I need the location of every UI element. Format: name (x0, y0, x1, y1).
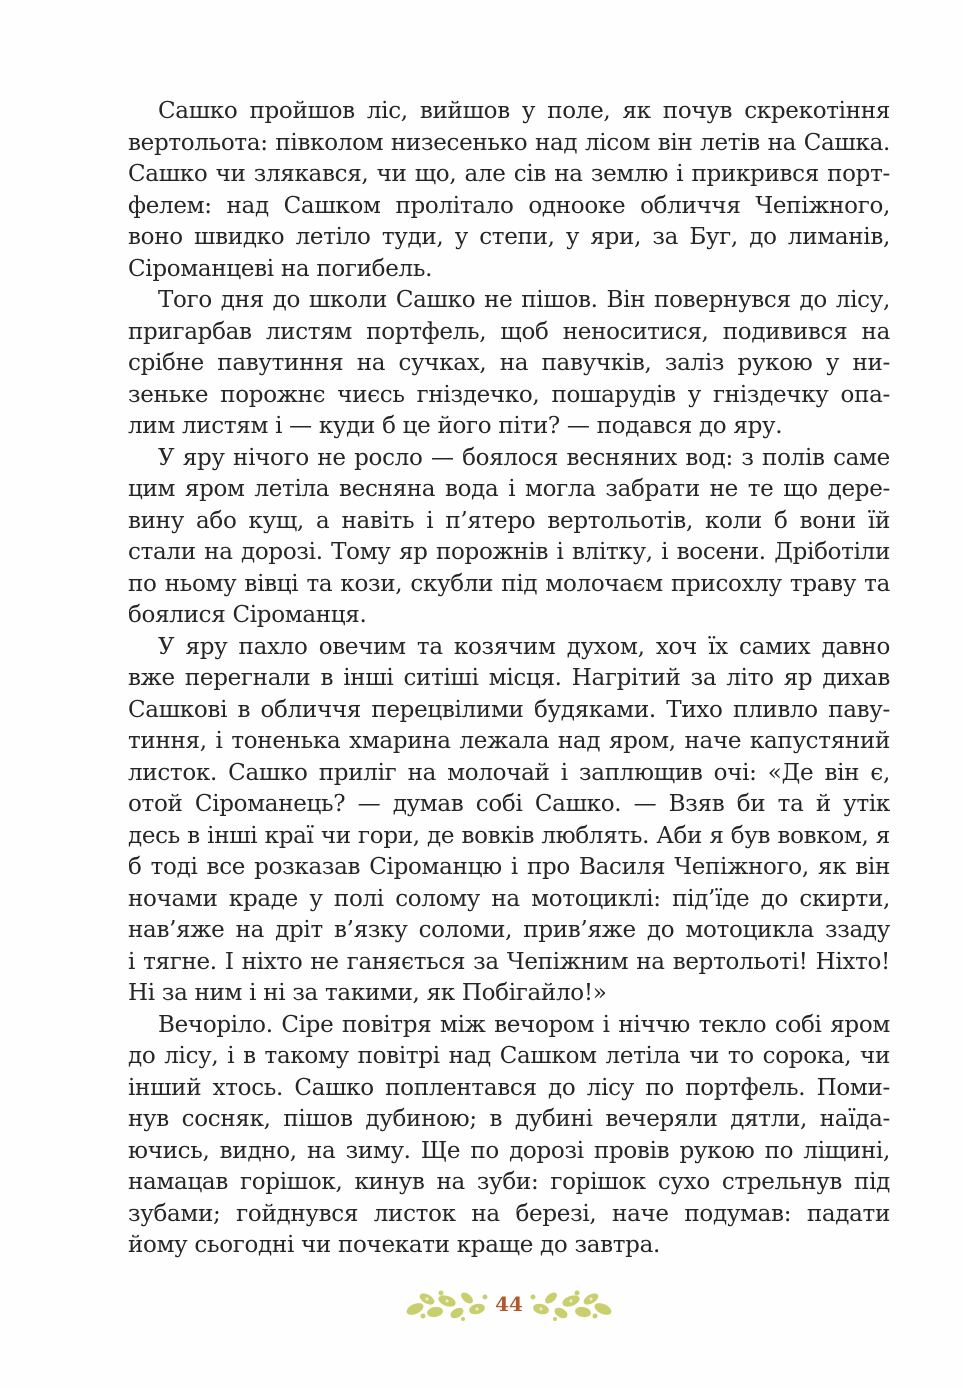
text-line: отой Сіроманець? — думав собі Сашко. — Взяв би та й утік (128, 791, 890, 817)
text-line: по ньому вівці та кози, скубли під молочаєм присохлу траву та (128, 570, 890, 597)
text-line: боялися Сіроманця. (128, 602, 367, 628)
text-line: ночами краде у полі солому на мотоциклі: під’їде до скирти, (128, 885, 890, 912)
text-line: Сашко чи злякався, чи що, але сів на землю і прикрився порт- (128, 161, 890, 187)
text-line: зубами; гойднувся листок на березі, наче подумав: падати (128, 1200, 890, 1227)
paragraph (128, 1010, 890, 1262)
paragraph (128, 443, 890, 632)
text-line: воно швидко летіло туди, у степи, у яри, за Буг, до лиманів, (128, 224, 890, 250)
text-line: листок. Сашко приліг на молочай і заплющив очі: «Де він є, (128, 759, 890, 786)
text-line: намацав горішок, кинув на зуби: горішок сухо стрельнув під (128, 1169, 890, 1195)
text-line: У яру нічого не росло — боялося весняних вод: з полів саме (158, 444, 890, 471)
text-line: Сашкові в обличчя перецвілими будяками. Тихо пливло паву- (128, 696, 890, 723)
text-line: б тоді все розказав Сіроманцю і про Василя Чепіжного, як він (128, 854, 890, 880)
text-line: і тягне. І ніхто не ганяється за Чепіжним на вертольоті! Ніхто! (128, 948, 890, 975)
text-line: вже перегнали в інші ситіші місця. Нагрітий за літо яр дихав (128, 665, 890, 691)
text-line: ючись, видно, на зиму. Ще по дорозі провів рукою по ліщині, (128, 1137, 890, 1164)
text-line: пригарбав листям портфель, щоб неноситися, подивився на (128, 318, 890, 345)
text-line: йому сьогодні чи почекати краще до завтра. (128, 1232, 661, 1258)
text-line: фелем: над Сашком пролітало одноокe обличчя Чепіжного, (128, 192, 890, 219)
paragraph (128, 96, 890, 285)
text-line: нув сосняк, пішов дубиною; в дубині вечеряли дятли, наїда- (128, 1106, 890, 1132)
paragraph (128, 632, 890, 1010)
text-line: лим листям і — куди б це його піти? — подався до яру. (128, 413, 783, 439)
page-footer (405, 1283, 613, 1325)
page-number: 44 (495, 1292, 523, 1316)
text-line: Того дня до школи Сашко не пішов. Він повернувся до лісу, (158, 287, 890, 313)
text-line: Сашко пройшов ліс, вийшов у поле, як почув скрекотіння (158, 98, 890, 124)
text-line: вину або кущ, а навіть і п’ятеро вертольотів, коли б вони їй (128, 507, 890, 534)
text-line: цим яром летіла весняна вода і могла забрати не те що дере- (128, 476, 890, 502)
text-line: зеньке порожнє чиєсь гніздечко, пошарудів у гніздечку опа- (128, 381, 890, 408)
page-text (128, 96, 890, 1262)
text-line: Вечоріло. Сіре повітря між вечором і ніччю текло собі яром (158, 1011, 890, 1038)
text-line: Сіроманцеві на погибель. (128, 255, 433, 282)
text-line: нав’яже на дріт в’язку соломи, прив’яже до мотоцикла ззаду (128, 917, 890, 943)
text-line: десь в інші краї чи гори, де вовків люблять. Аби я був вовком, я (128, 822, 890, 849)
text-line: Ні за ним і ні за такими, як Побігайло!» (128, 980, 607, 1006)
text-line: стали на дорозі. Тому яр порожнів і влітку, і восени. Дріботіли (128, 539, 890, 565)
text-line: тиння, і тоненька хмарина лежала над яром, наче капустяний (128, 728, 890, 754)
paragraph (128, 285, 890, 443)
text-line: інший хтось. Сашко поплентався до лісу по портфель. Поми- (128, 1074, 890, 1101)
text-line: У яру пахло овечим та козячим духом, хоч їх самих давно (158, 633, 890, 660)
text-line: вертольота: півколом низесенько над лісом він летів на Сашка. (128, 129, 890, 156)
text-line: до лісу, і в такому повітрі над Сашком летіла чи то сорока, чи (128, 1043, 890, 1069)
text-line: срібне павутиння на сучках, на павучків, заліз рукою у ни- (128, 350, 890, 376)
